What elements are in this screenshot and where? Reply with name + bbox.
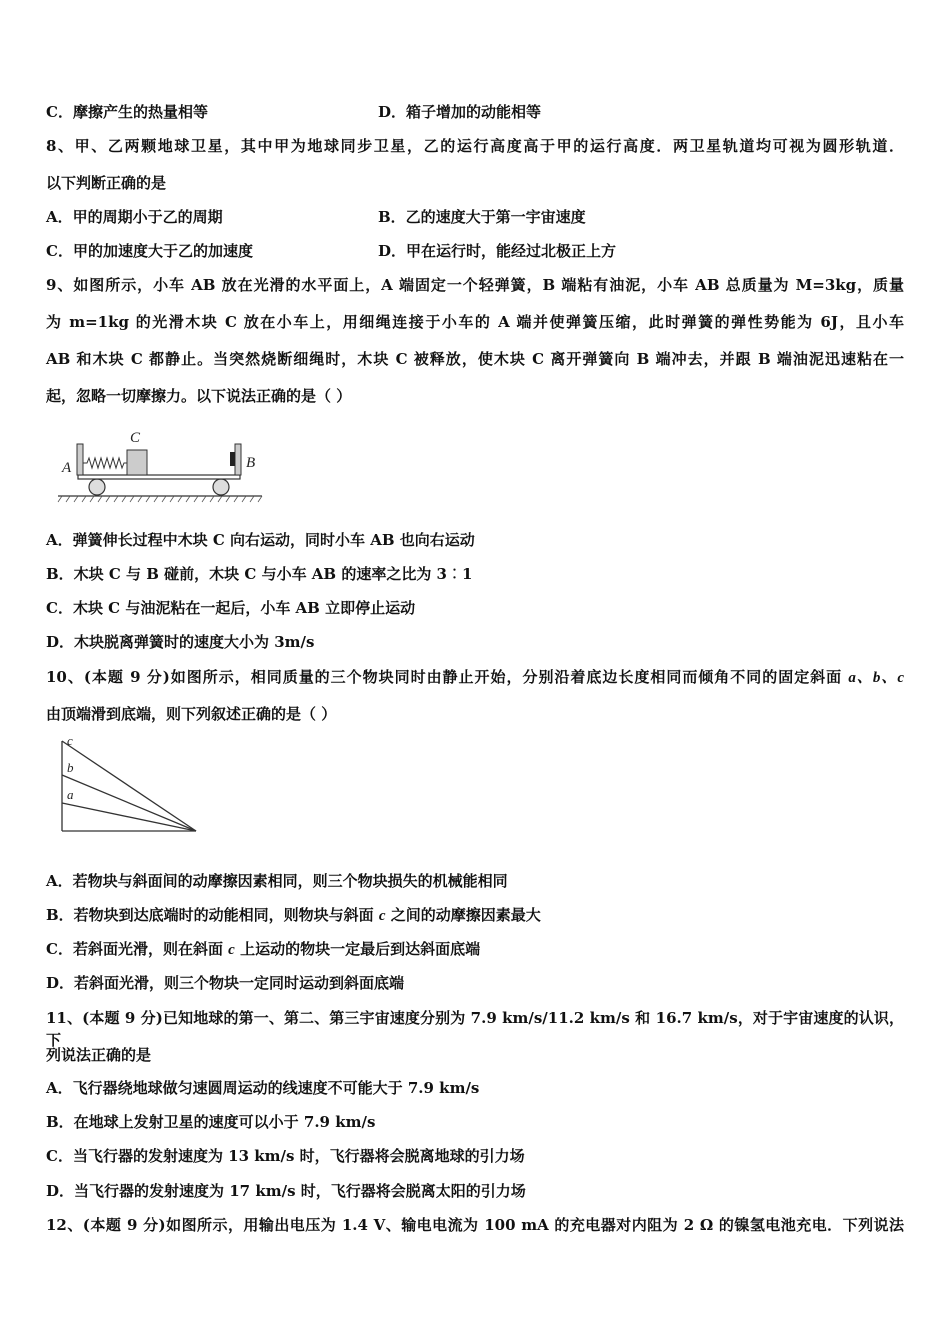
q9-stem-line1: 9、如图所示，小车 AB 放在光滑的水平面上，A 端固定一个轻弹簧，B 端粘有油泥，小车 AB 总质量为 M=3kg，质量 bbox=[46, 276, 904, 294]
label-a: a bbox=[67, 787, 74, 802]
q11-option-c: C．当飞行器的发射速度为 13 km/s 时，飞行器将会脱离地球的引力场 bbox=[46, 1147, 525, 1165]
spring bbox=[83, 458, 127, 468]
q9-stem-line2: 为 m=1kg 的光滑木块 C 放在小车上，用细绳连接于小车的 A 端并使弹簧压缩，此时弹簧的弹性势能为 6J，且小车 bbox=[46, 313, 904, 331]
incline-figure bbox=[56, 735, 202, 835]
q8-option-c: C．甲的加速度大于乙的加速度 bbox=[46, 242, 253, 260]
label-a: A bbox=[62, 460, 72, 476]
incline-b bbox=[62, 775, 196, 831]
q7-option-d: D．箱子增加的动能相等 bbox=[378, 103, 542, 121]
q10-stem-line2: 由顶端滑到底端，则下列叙述正确的是（ ） bbox=[46, 705, 337, 723]
cart-spring-figure bbox=[56, 424, 266, 504]
q10-option-c-pre: C．若斜面光滑，则在斜面 bbox=[46, 940, 229, 958]
q9-option-b: B．木块 C 与 B 碰前，木块 C 与小车 AB 的速率之比为 3︰1 bbox=[46, 565, 473, 583]
right-wheel bbox=[213, 479, 229, 495]
q9-option-d: D．木块脱离弹簧时的速度大小为 3m/s bbox=[46, 633, 315, 651]
q8-stem-line1: 8、甲、乙两颗地球卫星，其中甲为地球同步卫星，乙的运行高度高于甲的运行高度．两卫星轨道均可视为圆形轨道． bbox=[46, 137, 904, 155]
cart-plate bbox=[78, 475, 240, 479]
q8-option-d: D．甲在运行时，能经过北极正上方 bbox=[378, 242, 617, 260]
q10-option-c-post: 上运动的物块一定最后到达斜面底端 bbox=[234, 940, 481, 958]
q10-option-b-var: c bbox=[378, 908, 386, 924]
q10-option-b-pre: B．若物块到达底端时的动能相同，则物块与斜面 bbox=[46, 906, 379, 924]
q11-stem-line2: 列说法正确的是 bbox=[46, 1046, 152, 1064]
putty bbox=[230, 452, 235, 466]
q8-option-b: B．乙的速度大于第一宇宙速度 bbox=[378, 208, 586, 226]
q10-option-b-post: 之间的动摩擦因素最大 bbox=[385, 906, 541, 924]
q7-option-c: C．摩擦产生的热量相等 bbox=[46, 103, 208, 121]
q10-stem-line1 bbox=[46, 666, 904, 689]
q10-stem-text: 10、(本题 9 分)如图所示，相同质量的三个物块同时由静止开始，分别沿着底边长度相同而倾角不同的固定斜面 bbox=[46, 668, 849, 686]
q11-option-a: A．飞行器绕地球做匀速圆周运动的线速度不可能大于 7.9 km/s bbox=[46, 1079, 480, 1097]
cart-end-a bbox=[77, 444, 83, 475]
q8-stem-line2: 以下判断正确的是 bbox=[46, 174, 167, 192]
q9-stem-line3: AB 和木块 C 都静止。当突然烧断细绳时，木块 C 被释放，使木块 C 离开弹簧向 B 端冲去，并跟 B 端油泥迅速粘在一 bbox=[46, 350, 904, 368]
left-wheel bbox=[89, 479, 105, 495]
q12-stem-line1: 12、(本题 9 分)如图所示，用输出电压为 1.4 V、输电电流为 100 mA 的充电器对内阻为 2 Ω 的镍氢电池充电．下列说法 bbox=[46, 1216, 904, 1234]
label-b: b bbox=[67, 760, 74, 775]
q10-option-b bbox=[46, 904, 541, 927]
q10-option-d: D．若斜面光滑，则三个物块一定同时运动到斜面底端 bbox=[46, 974, 405, 992]
q10-option-c-var: c bbox=[228, 942, 235, 958]
q8-option-a: A．甲的周期小于乙的周期 bbox=[46, 208, 223, 226]
block-c bbox=[127, 450, 147, 475]
ground-hatching bbox=[58, 496, 262, 502]
cart-end-b bbox=[235, 444, 241, 475]
q9-stem-line4: 起，忽略一切摩擦力。以下说法正确的是（ ） bbox=[46, 387, 352, 405]
label-c: c bbox=[67, 735, 73, 748]
q10-stem-vars: a、b、c bbox=[848, 670, 904, 686]
q9-option-c: C．木块 C 与油泥粘在一起后，小车 AB 立即停止运动 bbox=[46, 599, 416, 617]
label-b: B bbox=[246, 455, 256, 471]
q10-option-a: A．若物块与斜面间的动摩擦因素相同，则三个物块损失的机械能相同 bbox=[46, 872, 508, 890]
q11-stem-line1: 11、(本题 9 分)已知地球的第一、第二、第三宇宙速度分别为 7.9 km/s/11.2 km/s 和 16.7 km/s，对于宇宙速度的认识，下 bbox=[46, 1009, 904, 1049]
q9-option-a: A．弹簧伸长过程中木块 C 向右运动，同时小车 AB 也向右运动 bbox=[46, 531, 475, 549]
q10-option-c bbox=[46, 938, 480, 961]
label-c: C bbox=[130, 430, 141, 446]
q11-option-d: D．当飞行器的发射速度为 17 km/s 时，飞行器将会脱离太阳的引力场 bbox=[46, 1182, 526, 1200]
q11-option-b: B．在地球上发射卫星的速度可以小于 7.9 km/s bbox=[46, 1113, 376, 1131]
